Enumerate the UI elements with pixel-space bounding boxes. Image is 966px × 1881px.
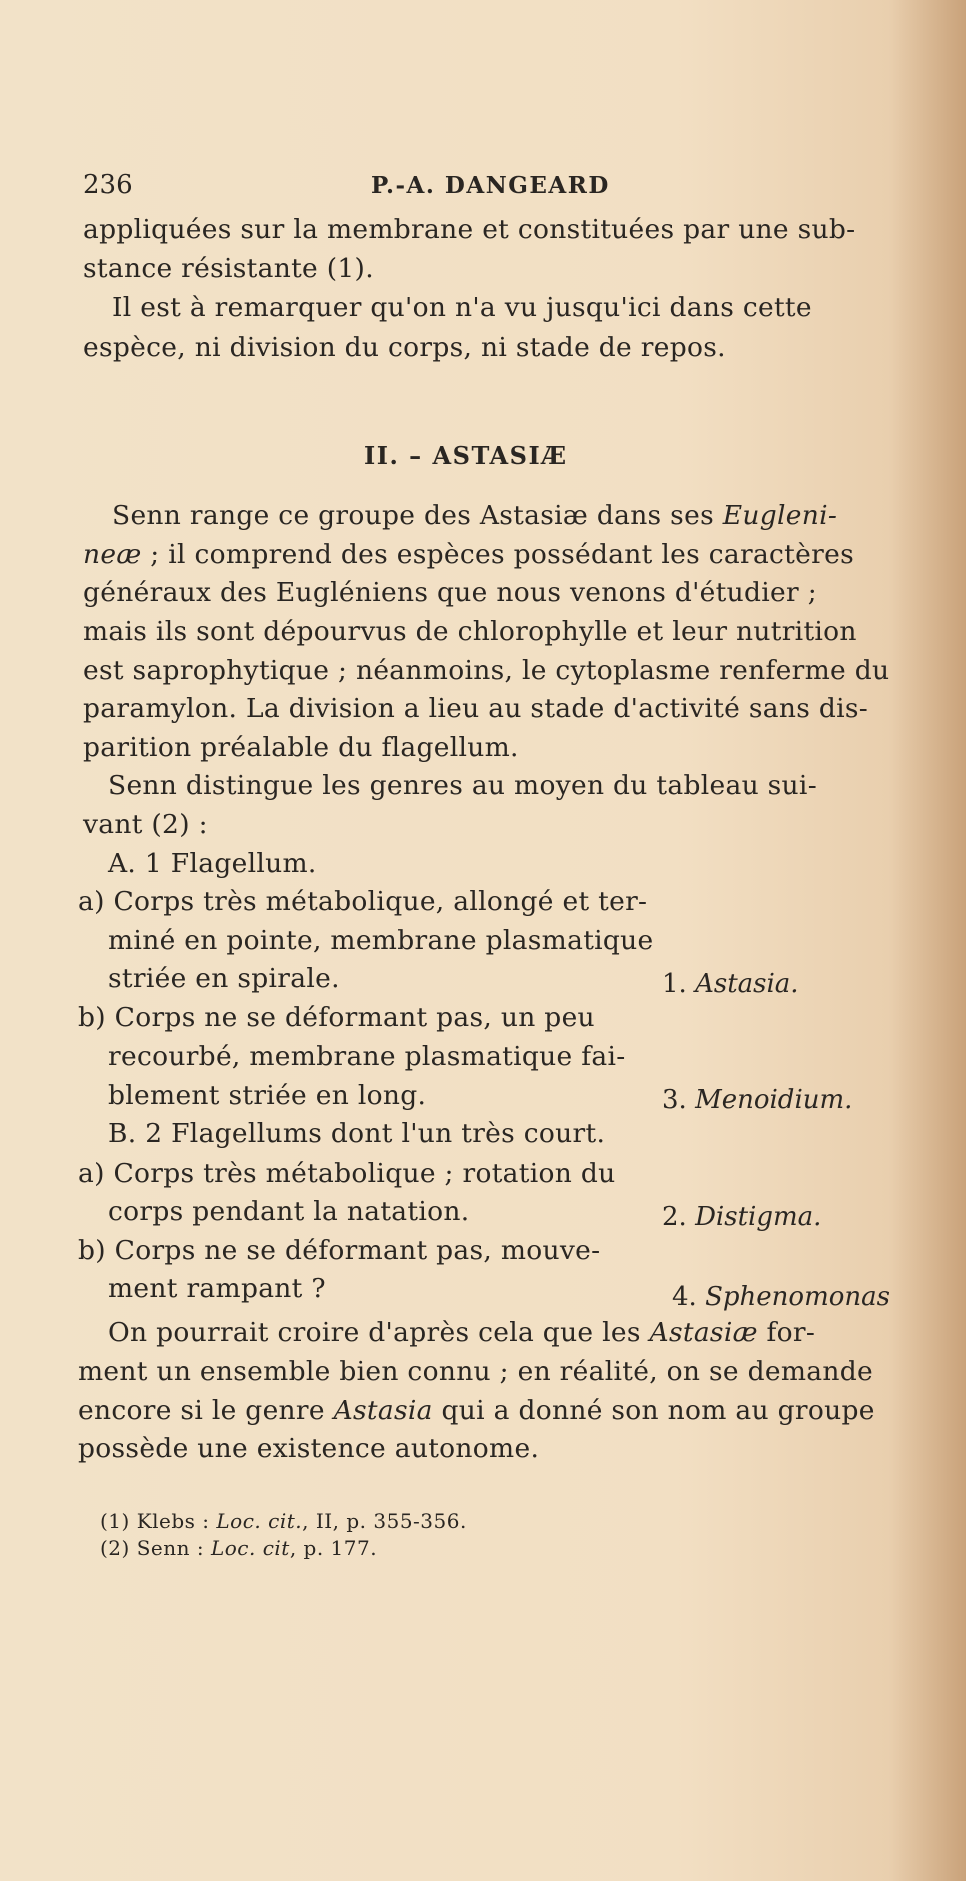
- key-entry-line: blement striée en long.: [108, 1080, 427, 1111]
- section-title: II. – ASTASIÆ: [364, 441, 568, 470]
- intro-line: Il est à remarquer qu'on n'a vu jusqu'ici dans cette: [112, 292, 812, 323]
- text-run: On pourrait croire d'après cela que les: [108, 1317, 650, 1348]
- genus-name: Sphenomonas: [705, 1282, 890, 1312]
- text-run: Senn range ce groupe des Astasiæ dans ses: [112, 500, 723, 531]
- paragraph-line: [108, 1317, 815, 1348]
- text-run: for-: [757, 1317, 816, 1348]
- paragraph-line: généraux des Eugléniens que nous venons d'étudier ;: [83, 577, 817, 608]
- key-entry-line: miné en pointe, membrane plasmatique: [108, 925, 654, 956]
- text-run: , II, p. 355-356.: [302, 1509, 467, 1533]
- paragraph-line: [112, 500, 837, 531]
- paragraph-line: [78, 1395, 875, 1426]
- intro-line: appliquées sur la membrane et constituées par une sub-: [83, 214, 856, 245]
- genus-number: 4.: [672, 1282, 697, 1312]
- text-run-italic: Astasia: [333, 1395, 433, 1426]
- text-run: , p. 177.: [289, 1536, 378, 1560]
- paragraph-line: possède une existence autonome.: [78, 1433, 540, 1464]
- genus-label: [662, 1202, 821, 1232]
- genus-label: [672, 1282, 890, 1312]
- genus-label: [662, 969, 799, 999]
- key-entry-line: recourbé, membrane plasmatique fai-: [108, 1041, 626, 1072]
- genus-number: 2.: [662, 1202, 687, 1232]
- paragraph-line: ment un ensemble bien connu ; en réalité, on se demande: [78, 1356, 873, 1387]
- key-entry-line: b) Corps ne se déformant pas, un peu: [78, 1002, 595, 1033]
- key-group-b: B. 2 Flagellums dont l'un très court.: [108, 1118, 606, 1149]
- text-run: encore si le genre: [78, 1395, 334, 1426]
- genus-name: Menoidium.: [695, 1085, 853, 1115]
- footnote: [100, 1536, 377, 1560]
- text-run-italic: neæ: [83, 539, 142, 570]
- page-number: 236: [83, 170, 133, 200]
- key-entry-line: ment rampant ?: [108, 1273, 326, 1304]
- key-entry-line: striée en spirale.: [108, 963, 340, 994]
- text-run-italic: Astasiæ: [649, 1317, 758, 1348]
- paragraph-line: est saprophytique ; néanmoins, le cytoplasme renferme du: [83, 655, 890, 686]
- running-header: P.-A. DANGEARD: [371, 172, 610, 199]
- text-run-italic: Eugleni-: [722, 500, 838, 531]
- paragraph-line: vant (2) :: [83, 809, 208, 840]
- key-group-a: A. 1 Flagellum.: [108, 848, 317, 879]
- genus-label: [662, 1085, 852, 1115]
- genus-name: Distigma.: [695, 1202, 822, 1232]
- text-run: ; il comprend des espèces possédant les caractères: [141, 539, 854, 570]
- paragraph-line: Senn distingue les genres au moyen du tableau sui-: [108, 770, 817, 801]
- genus-number: 1.: [662, 969, 687, 999]
- text-run: (1) Klebs :: [100, 1509, 217, 1533]
- key-entry-line: a) Corps très métabolique, allongé et ter-: [78, 886, 648, 917]
- intro-line: stance résistante (1).: [83, 253, 374, 284]
- paragraph-line: parition préalable du flagellum.: [83, 732, 519, 763]
- genus-number: 3.: [662, 1085, 687, 1115]
- text-run: qui a donné son nom au groupe: [432, 1395, 875, 1426]
- text-run: (2) Senn :: [100, 1536, 211, 1560]
- genus-name: Astasia.: [695, 969, 799, 999]
- key-entry-line: b) Corps ne se déformant pas, mouve-: [78, 1235, 601, 1266]
- key-entry-line: a) Corps très métabolique ; rotation du: [78, 1158, 616, 1189]
- paragraph-line: mais ils sont dépourvus de chlorophylle et leur nutrition: [83, 616, 857, 647]
- text-run-italic: Loc. cit.: [216, 1509, 303, 1533]
- paragraph-line: [83, 539, 854, 570]
- paragraph-line: paramylon. La division a lieu au stade d'activité sans dis-: [83, 693, 869, 724]
- footnote: [100, 1509, 467, 1533]
- key-entry-line: corps pendant la natation.: [108, 1196, 470, 1227]
- intro-line: espèce, ni division du corps, ni stade de repos.: [83, 332, 726, 363]
- text-run-italic: Loc. cit: [210, 1536, 290, 1560]
